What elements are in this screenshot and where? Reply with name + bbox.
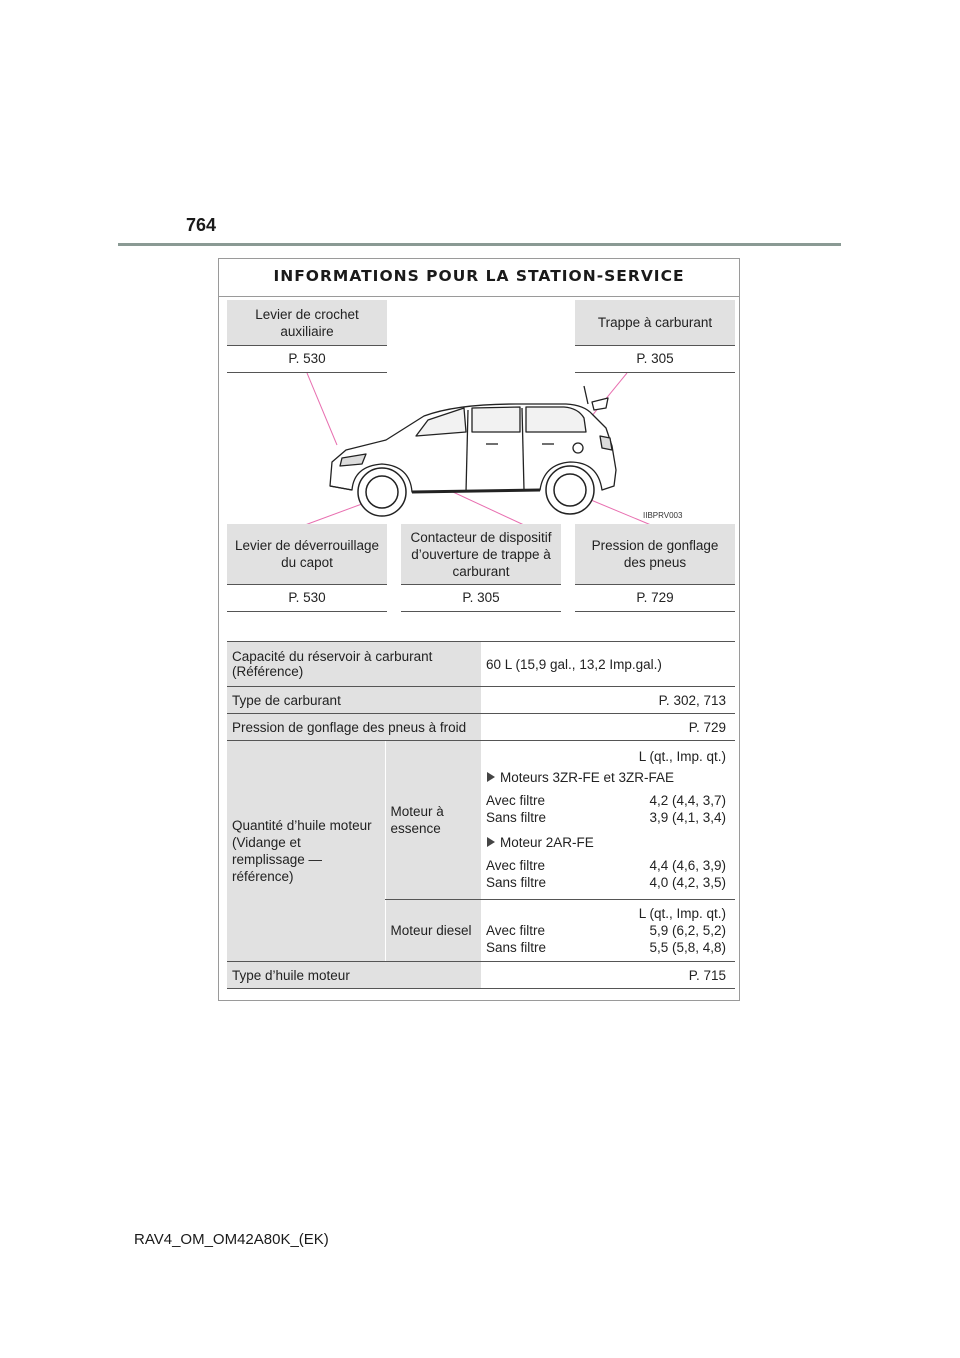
table-row [227,714,735,741]
title-divider [219,296,739,297]
cold-tire-pressure-value[interactable]: P. 729 [481,714,735,741]
table-row [227,642,735,687]
fuel-type-label: Type de carburant [227,687,481,714]
callout-tire-pressure [575,524,735,612]
fuel-type-value[interactable]: P. 302, 713 [481,687,735,714]
figure-code: IIBPRV003 [643,511,683,520]
with-filter-value: 4,4 (4,6, 3,9) [649,857,726,873]
callout-hood-release-ref[interactable]: P. 530 [227,585,387,612]
cold-tire-pressure-label: Pression de gonflage des pneus à froid [227,714,481,741]
diesel-engine-label: Moteur diesel [385,900,481,962]
table-row [227,741,735,900]
callout-fuel-door [575,300,735,373]
engine-heading [486,769,726,786]
without-filter-label: Sans filtre [486,809,547,825]
with-filter-label: Avec filtre [486,792,546,808]
fuel-capacity-label: Capacité du réservoir à carburant (Référence) [227,642,481,687]
engine-name: Moteur 2AR-FE [500,834,594,850]
oil-values-group [486,792,726,826]
callout-fuel-door-switch [401,524,561,612]
document-footer: RAV4_OM_OM42A80K_(EK) [134,1231,329,1248]
page-number: 764 [186,215,217,235]
diesel-unit: L (qt., Imp. qt.) [638,906,726,921]
without-filter-label: Sans filtre [486,874,547,890]
callout-fuel-door-ref[interactable]: P. 305 [575,346,735,373]
with-filter-value: 5,9 (6,2, 5,2) [649,923,726,938]
triangle-bullet-icon [487,772,495,782]
triangle-bullet-icon [487,837,495,847]
callout-fuel-door-switch-ref[interactable]: P. 305 [401,585,561,612]
table-row [227,962,735,989]
table-row [227,687,735,714]
panel-title: INFORMATIONS POUR LA STATION-SERVICE [273,267,685,285]
engine-name: Moteurs 3ZR-FE et 3ZR-FAE [500,769,675,785]
with-filter-label: Avec filtre [486,923,546,938]
callout-tire-pressure-label: Pression de gonflage des pneus [575,524,735,585]
with-filter-label: Avec filtre [486,857,546,873]
callout-tow-hook-label: Levier de crochet auxiliaire [227,300,387,346]
engine-heading [486,834,726,851]
callout-fuel-door-switch-label: Contacteur de dispositif d’ouverture de trappe à carburant [401,524,561,585]
callout-tow-hook-ref[interactable]: P. 530 [227,346,387,373]
without-filter-value: 3,9 (4,1, 3,4) [649,809,726,825]
without-filter-value: 5,5 (5,8, 4,8) [649,940,726,955]
oil-type-value[interactable]: P. 715 [481,962,735,989]
oil-values-group [486,857,726,891]
header-rule [118,243,841,246]
callout-tow-hook [227,300,387,373]
fuel-capacity-value: 60 L (15,9 gal., 13,2 Imp.gal.) [481,642,735,687]
car-illustration [316,374,656,524]
spec-table [227,641,735,989]
gasoline-unit: L (qt., Imp. qt.) [638,748,726,764]
callout-fuel-door-label: Trappe à carburant [575,300,735,346]
diesel-oil-values [481,900,735,962]
without-filter-value: 4,0 (4,2, 3,5) [649,874,726,890]
gas-station-info-panel [218,258,740,1001]
without-filter-label: Sans filtre [486,940,547,955]
oil-quantity-label: Quantité d’huile moteur (Vidange et remplissage — référence) [227,741,385,962]
gasoline-oil-values [481,741,735,900]
callout-hood-release [227,524,387,612]
callout-tire-pressure-ref[interactable]: P. 729 [575,585,735,612]
oil-type-label: Type d’huile moteur [227,962,481,989]
with-filter-value: 4,2 (4,4, 3,7) [649,792,726,808]
gasoline-engine-label: Moteur à essence [385,741,481,900]
callout-hood-release-label: Levier de déverrouillage du capot [227,524,387,585]
